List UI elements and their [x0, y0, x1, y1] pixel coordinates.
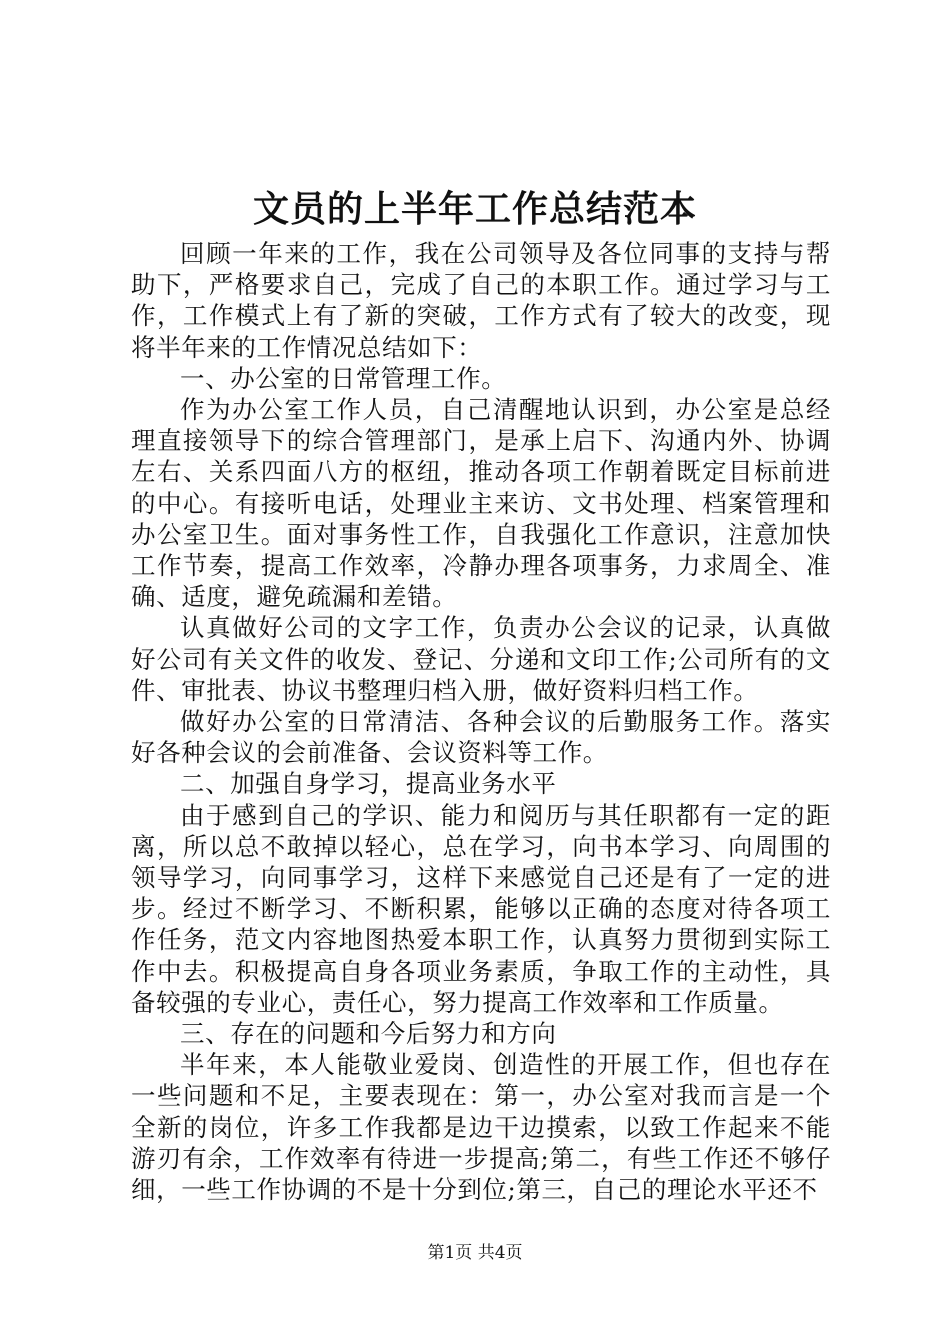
document-body [131, 238, 831, 1205]
paragraph: 做好办公室的日常清洁、各种会议的后勤服务工作。落实好各种会议的会前准备、会议资料等工作。 [131, 707, 831, 768]
section-heading-2: 二、加强自身学习，提高业务水平 [180, 769, 557, 799]
document-title: 文员的上半年工作总结范本 [252, 188, 697, 230]
section-heading-1: 一、办公室的日常管理工作。 [180, 363, 507, 393]
section-heading-3: 三、存在的问题和今后努力和方向 [180, 1019, 557, 1049]
paragraph-intro: 回顾一年来的工作，我在公司领导及各位同事的支持与帮助下，严格要求自己，完成了自己的本职工作。通过学习与工作，工作模式上有了新的突破，工作方式有了较大的改变，现将半年来的工作情况总结如下： [131, 239, 831, 362]
paragraph: 作为办公室工作人员，自己清醒地认识到，办公室是总经理直接领导下的综合管理部门，是承上启下、沟通内外、协调左右、关系四面八方的枢纽，推动各项工作朝着既定目标前进的中心。有接听电话，处理业主来访、文书处理、档案管理和办公室卫生。面对事务性工作，自我强化工作意识，注意加快工作节奏，提高工作效率，冷静办理各项事务，力求周全、准确、适度，避免疏漏和差错。 [131, 395, 831, 612]
paragraph: 半年来，本人能敬业爱岗、创造性的开展工作，但也存在一些问题和不足，主要表现在：第一，办公室对我而言是一个全新的岗位，许多工作我都是边干边摸索，以致工作起来不能游刃有余，工作效率有待进一步提高;第二，有些工作还不够仔细，一些工作协调的不是十分到位;第三，自己的理论水平还不 [131, 1050, 831, 1205]
paragraph: 认真做好公司的文字工作，负责办公会议的记录，认真做好公司有关文件的收发、登记、分递和文印工作;公司所有的文件、审批表、协议书整理归档入册，做好资料归档工作。 [131, 613, 831, 705]
page-number-footer: 第1页 共4页 [427, 1243, 523, 1263]
paragraph: 由于感到自己的学识、能力和阅历与其任职都有一定的距离，所以总不敢掉以轻心，总在学习，向书本学习、向周围的领导学习，向同事学习，这样下来感觉自己还是有了一定的进步。经过不断学习、不断积累，能够以正确的态度对待各项工作任务，范文内容地图热爱本职工作，认真努力贯彻到实际工作中去。积极提高自身各项业务素质，争取工作的主动性，具备较强的专业心，责任心，努力提高工作效率和工作质量。 [131, 800, 831, 1017]
